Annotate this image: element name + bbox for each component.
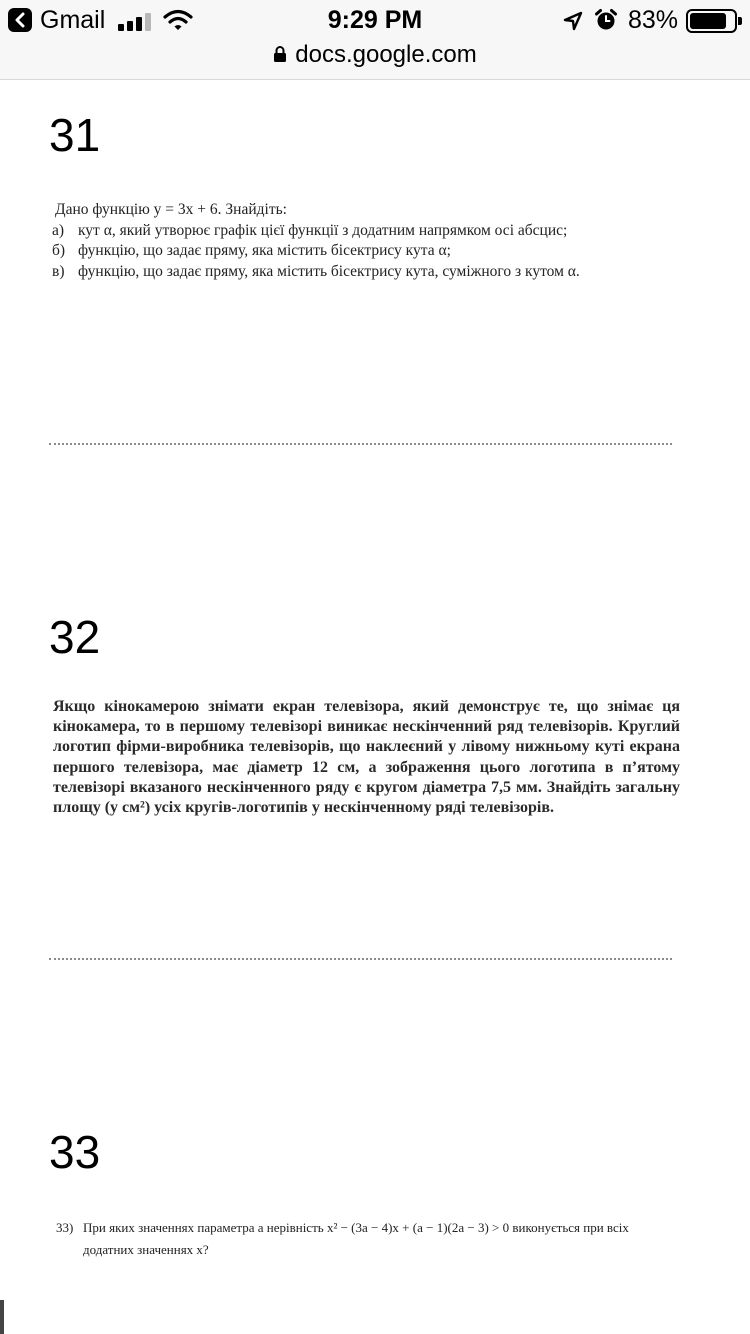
location-icon xyxy=(562,10,584,32)
battery-icon xyxy=(686,9,737,33)
question-31-item-a: а) кут α, який утворює графік цієї функції з додатним напрямком осі абсцис; xyxy=(52,221,568,239)
question-33 xyxy=(56,1217,696,1261)
scroll-edge-marker xyxy=(0,1300,4,1334)
question-33-text-cont: додатних значеннях x? xyxy=(83,1242,209,1257)
question-number-32: 32 xyxy=(49,611,101,663)
dotted-divider xyxy=(49,443,672,445)
question-31-intro: Дано функцію y = 3x + 6. Знайдіть: xyxy=(55,201,287,218)
question-31-item-c: в) функцію, що задає пряму, яка містить бісектрису кута, суміжного з кутом α. xyxy=(52,262,580,280)
question-number-33: 33 xyxy=(49,1126,101,1178)
lock-icon xyxy=(273,45,287,63)
clock: 9:29 PM xyxy=(327,6,423,34)
back-app-label[interactable]: Gmail xyxy=(40,6,106,34)
question-31 xyxy=(48,200,688,282)
question-31-item-b: б) функцію, що задає пряму, яка містить бісектрису кута α; xyxy=(52,242,451,259)
status-bar xyxy=(0,0,750,40)
question-number-31: 31 xyxy=(49,109,101,161)
alarm-icon xyxy=(594,8,618,32)
address-bar[interactable] xyxy=(0,40,750,80)
battery-percent: 83% xyxy=(628,6,679,34)
dotted-divider xyxy=(49,958,672,960)
question-33-label: 33) xyxy=(56,1220,74,1235)
question-32-text: Якщо кінокамерою знімати екран телевізора, який демонструє те, що знімає ця кінокамера, то в першому телевізорі виникає нескінченний ряд телевізорів. Круглий логотип фірми-виробника телевізорів, що наклеєний у лівому нижньому куті екрана першого телевізора, має діаметр 12 см, а зображення цього логотипа в п’ятому телевізорі вказаного нескінченного ряду є кругом діаметра 7,5 мм. Знайдіть загальну площу (у см²) усіх кругів-логотипів у нескінченному ряді телевізорів. xyxy=(53,698,680,817)
battery-fill xyxy=(690,13,726,29)
url-text[interactable]: docs.google.com xyxy=(295,41,477,68)
question-33-text: При яких значеннях параметра a нерівність x² − (3a − 4)x + (a − 1)(2a − 3) > 0 виконується при всіх xyxy=(83,1220,629,1235)
